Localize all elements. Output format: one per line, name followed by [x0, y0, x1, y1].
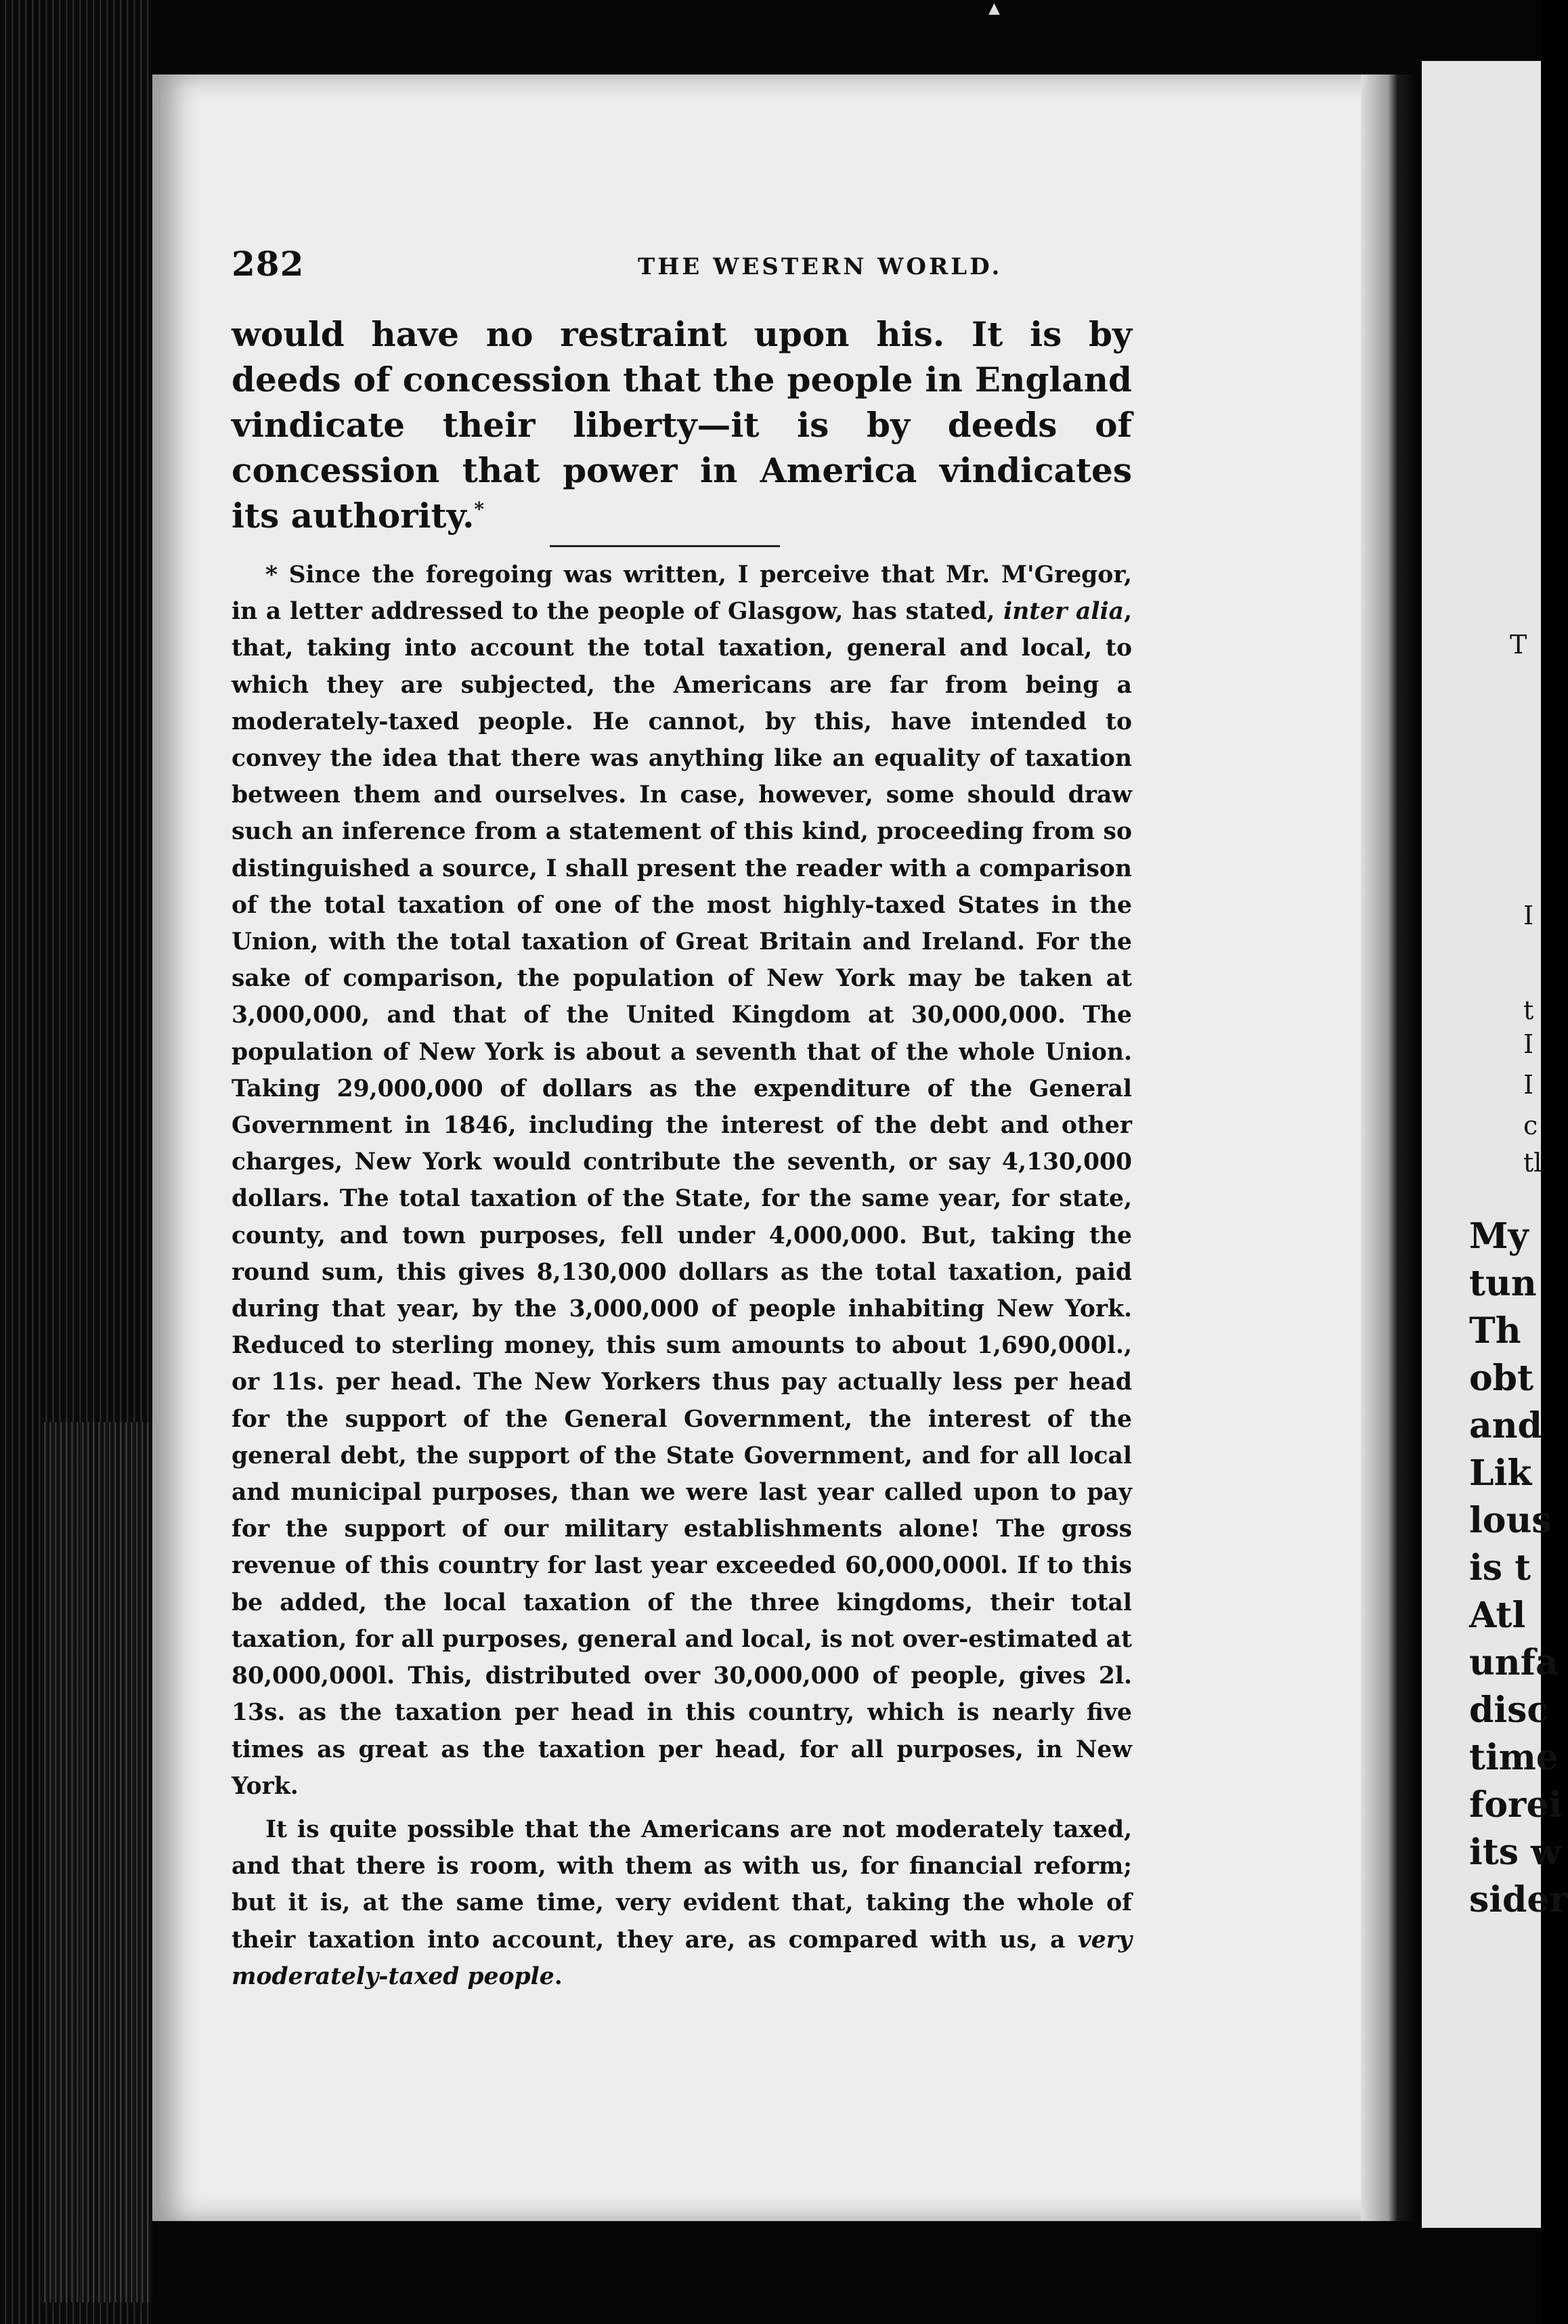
body-paragraph-text: would have no restraint upon his. It is by deeds of concession that the people in England vindicate their liberty—it is by deeds of concession that power in America vindicates its authority. [232, 314, 1132, 536]
footnote-text: * Since the foregoing was written, I perceive that Mr. M'Gregor, in a letter addressed to the people of Glasgow, has stated, [232, 561, 1132, 626]
facing-page-fragment: is t [1469, 1547, 1531, 1589]
facing-page-fragment: t [1523, 995, 1534, 1025]
footnote-text: , that, taking into account the total taxation, general and local, to which they are subjected, the Americans are far from being a moderately-taxed people. He cannot, by this, have intended to convey the idea that there was anything like an equality of taxation between them and ourselves. In case, however, some should draw such an inference from a statement of this kind, proceeding from so distinguished a source, I shall present the reader with a comparison of the total taxation of one of the most highly-taxed States in the Union, with the total taxation of Great Britain and Ireland. For the sake of comparison, the population of New York may be taken at 3,000,000, and that of the United Kingdom at 30,000,000. The population of New York is about a seventh that of the whole Union. Taking 29,000,000 of dollars as the expenditure of the General Government in 1846, including the interest of the debt and other charges, New York would contribute the seventh, or say 4,130,000 dollars. The total taxation of the State, for the same year, for state, county, and town purposes, fell under 4,000,000. But, taking the round sum, this gives 8,130,000 dollars as the total taxation, paid during that year, by the 3,000,000 of people inhabiting New York. Reduced to sterling money, this sum amounts to about 1,690,000l., or 11s. per head. The New Yorkers thus pay actually less per head for the support of the General Government, the interest of the general debt, the support of the State Government, and for all local and municipal purposes, than we were last year called upon to pay for the support of our military establishments alone! The gross revenue of this country for last year exceeded 60,000,000l. If to this be added, the local taxation of the three kingdoms, their total taxation, for all purposes, general and local, is not over-estimated at 80,000,000l. This, distributed over 30,000,000 of people, gives 2l. 13s. as the taxation per head in this country, which is nearly five times as great as the taxation per head, for all purposes, in New York. [232, 598, 1132, 1800]
facing-page-fragment: time [1469, 1737, 1559, 1778]
page-content [232, 244, 1301, 1995]
footnote-text: . [554, 1962, 563, 1990]
facing-page-fragment: Th [1469, 1310, 1521, 1352]
footnote-rule [550, 545, 780, 547]
body-paragraph [232, 311, 1132, 538]
facing-page-fragment: forei [1469, 1784, 1563, 1826]
facing-page-fragment: I [1523, 1070, 1534, 1100]
footnote-marker: * [474, 498, 485, 521]
page-number: 282 [232, 244, 305, 284]
facing-page-fragment: lous [1469, 1500, 1552, 1541]
facing-page-fragment: sider [1469, 1879, 1568, 1920]
facing-page-fragment: obt [1469, 1358, 1534, 1399]
facing-page-fragment: T [1510, 630, 1527, 660]
facing-page-fragment: Lik [1469, 1452, 1532, 1494]
facing-page-fragment: My [1469, 1215, 1529, 1257]
facing-page-fragment: I [1523, 901, 1534, 930]
page-heading: THE WESTERN WORLD. [638, 253, 1003, 280]
footnote-italic: inter alia [1003, 598, 1124, 626]
facing-page-fragment: Atl [1469, 1595, 1526, 1636]
facing-page [1422, 61, 1568, 2228]
footnote-text: It is quite possible that the Americans are not moderately taxed, and that there is room, with them as with us, for financial reform; but it is, at the same time, very evident that, taking the whole of their taxation into account, they are, as compared with us, a [232, 1815, 1132, 1954]
facing-page-fragment: and [1469, 1405, 1542, 1446]
facing-page-fragment: tun [1469, 1263, 1537, 1304]
facing-page-fragment: tl [1523, 1148, 1542, 1178]
facing-page-fragment: c [1523, 1111, 1538, 1140]
scan-artifact: ▲ [988, 0, 1000, 17]
facing-page-fragment: I [1523, 1029, 1534, 1059]
facing-page-fragment: unfa [1469, 1642, 1559, 1683]
running-head [232, 244, 1301, 298]
facing-page-fragment: disc [1469, 1690, 1549, 1731]
facing-page-fragment: its w [1469, 1832, 1561, 1873]
book-page-edges-lower [41, 1422, 152, 2302]
book-gutter [1361, 74, 1422, 2221]
footnote-paragraph [232, 557, 1132, 1805]
footnote-paragraph [232, 1811, 1132, 1995]
footnote-italic: very moderately-taxed people [232, 1926, 1132, 1990]
